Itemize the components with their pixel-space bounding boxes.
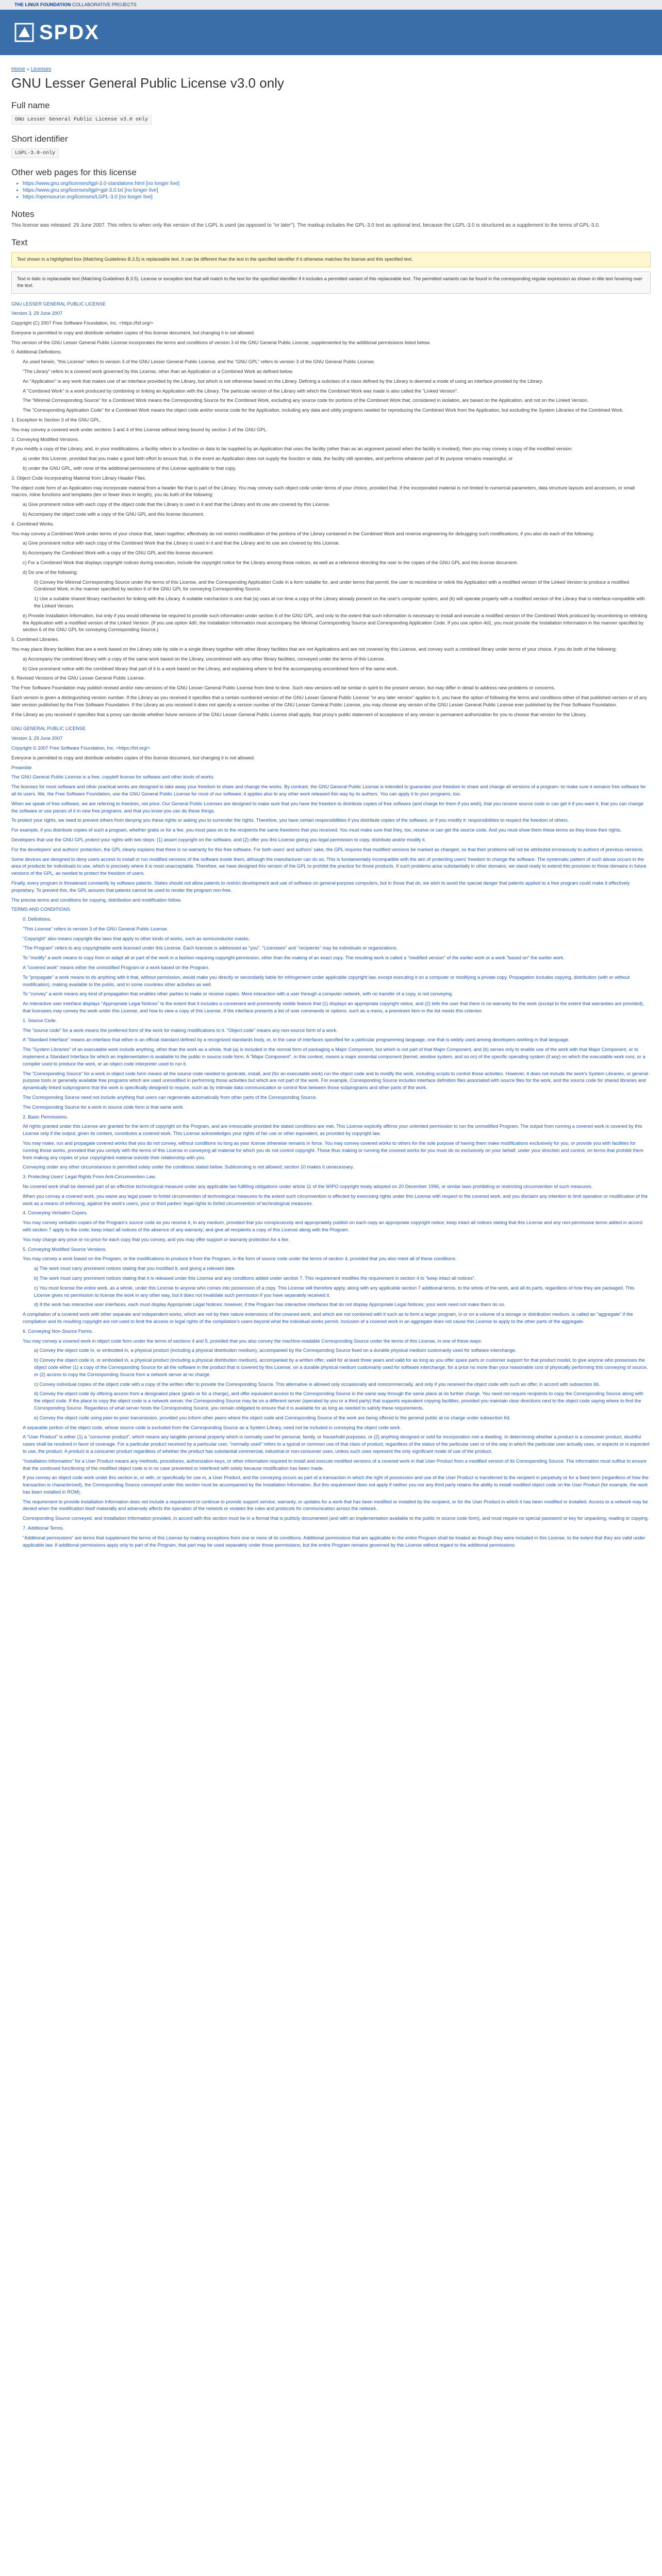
content <box>0 66 662 1549</box>
gpl-heading: GNU GENERAL PUBLIC LICENSE <box>11 726 86 732</box>
lgpl-s0-para: An "Application" is any work that makes use of an interface provided by the Library, but which is not otherwise based on the Library. Defining a subclass of a class defined by the Library is deemed a mode of using an interface provided by the Library. <box>23 378 543 384</box>
lgpl-heading: GNU LESSER GENERAL PUBLIC LICENSE <box>11 301 106 307</box>
gpl-s2-para: You may make, run and propagate covered works that you do not convey, without conditions so long as your license otherwise remains in force. You may convey covered works to others for the sole purpose of having them make modifications exclusively for you, or provide you with facilities for running those works, provided that you comply with the terms of this License in conveying all material for which you do not control copyright. Those thus making or running the covered works for you must do so exclusively on your behalf, under your direction and control, on terms that prohibit them from making any copies of your copyrighted material outside their relationship with you. <box>23 1141 644 1160</box>
text-heading: Text <box>11 238 28 247</box>
lgpl-version: Version 3, 29 June 2007 <box>11 311 63 316</box>
gpl-preamble-para: The precise terms and conditions for copying, distribution and modification follow. <box>11 897 181 903</box>
lgpl-s6-para: If the Library as you received it specifies that a proxy can decide whether future versions of the GNU Lesser General Public License shall apply, that proxy's public statement of acceptance of any version is permanent authorization for you to choose that version for the Library. <box>11 711 587 717</box>
notes-text: This license was released: 29 June 2007. This refers to when only this version of the LGPL is used (as opposed to "or later"). The markup includes the GPL-3.0 text as optional text, because the LGPL-3.0 is structured as a supplement to the terms of GPL-3.0. <box>11 223 600 228</box>
gpl-s6-tail: The requirement to provide Installation Information does not include a requirement to continue to provide support service, warranty, or updates for a work that has been modified or installed by the recipient, or for the User Product in which it has been modified or installed. Access to a network may be denied when the modification itself materially and adversely affects the operation of the network or violates the rules and protocols for communication across the network. <box>23 1499 648 1512</box>
gpl-preamble-para: The GNU General Public License is a free, copyleft license for software and other kinds of works. <box>11 774 215 780</box>
lgpl-s2-item: a) under this License, provided that you make a good faith effort to ensure that, in the event an Application does not supply the function or data, the facility still operates, and performs whatever part of its purpose remains meaningful, or <box>23 456 513 462</box>
gpl-everyone: Everyone is permitted to copy and distribute verbatim copies of this license document, but changing it is not allowed. <box>11 755 255 760</box>
gpl-s5-item: c) You must license the entire work, as a whole, under this License to anyone who comes into possession of a copy. This License will therefore apply, along with any applicable section 7 additional terms, to the whole of the work, and all its parts, regardless of how they are packaged. This License gives no permission to license the work in any other way, but it does not invalidate such permission if you have separately received it. <box>34 1285 635 1298</box>
gpl-s5-para: You may convey a work based on the Program, or the modifications to produce it from the Program, in the form of source code under the terms of section 4, provided that you also meet all of these conditions: <box>23 1256 457 1262</box>
gpl-s2-heading: 2. Basic Permissions. <box>23 1114 68 1120</box>
gpl-s2-para: Conveying under any other circumstances is permitted solely under the conditions stated below. Sublicensing is not allowed; section 10 makes it unnecessary. <box>23 1164 354 1170</box>
gpl-text <box>11 725 651 1549</box>
gpl-s1-heading: 1. Source Code. <box>23 1018 57 1023</box>
lgpl-s4-para: You may convey a Combined Work under terms of your choice that, taken together, effectively do not restrict modification of the portions of the Library contained in the Combined Work and reverse engineering for debugging such modifications, if you also do each of the following: <box>11 531 594 536</box>
brand-header <box>0 10 662 55</box>
lgpl-s0-para: "The Library" refers to a covered work governed by this License, other than an Application or a Combined Work as defined below. <box>23 369 293 375</box>
breadcrumb-sep: » <box>26 66 30 72</box>
gpl-s1-para: The "Corresponding Source" for a work in object code form means all the source code needed to generate, install, and (for an executable work) run the object code and to modify the work, including scripts to control those activities. However, it does not include the work's System Libraries, or general-purpose tools or generally available free programs which are used unmodified in performing those activities but which are not part of the work. For example, Corresponding Source includes interface definition files associated with source files for the work, and the source code for shared libraries and dynamically linked subprograms that the work is specifically designed to require, such as by intimate data communication or control flow between those subprograms and other parts of the work. <box>23 1071 650 1091</box>
gpl-s4-para: You may charge any price or no price for each copy that you convey, and you may offer support or warranty protection for a fee. <box>23 1236 290 1242</box>
notes-heading: Notes <box>11 209 35 219</box>
lgpl-s0-para: The "Minimal Corresponding Source" for a Combined Work means the Corresponding Source for the Combined Work, excluding any source code for portions of the Combined Work that, considered in isolation, are based on the Application, and not on the Linked Version. <box>23 398 589 403</box>
lgpl-everyone: Everyone is permitted to copy and distribute verbatim copies of this license document, but changing it is not allowed. <box>11 330 255 335</box>
short-id-heading: Short identifier <box>11 134 68 144</box>
gpl-s0-para: A "covered work" means either the unmodified Program or a work based on the Program. <box>23 965 209 971</box>
gpl-s0-para: To "modify" a work means to copy from or adapt all or part of the work in a fashion requiring copyright permission, other than the making of an exact copy. The resulting work is called a "modified version" of the earlier work or a work "based on" the earlier work. <box>23 955 565 961</box>
gpl-s6-item: d) Convey the object code by offering access from a designated place (gratis or for a charge), and offer equivalent access to the Corresponding Source in the same way through the same place at no further charge. You need not require recipients to copy the Corresponding Source along with the object code. If the place to copy the object code is a network server, the Corresponding Source may be on a different server (operated by you or a third party) that supports equivalent copying facilities, provided you maintain clear directions next to the object code saying where to find the Corresponding Source. Regardless of what server hosts the Corresponding Source, you remain obligated to ensure that it is available for as long as needed to satisfy these requirements. <box>34 1391 643 1411</box>
lgpl-s6-para: Each version is given a distinguishing version number. If the Library as you received it specifies that a certain numbered version of the GNU Lesser General Public License "or any later version" applies to it, you have the option of following the terms and conditions either of that published version or of any later version published by the Free Software Foundation. If the Library as you received it does not specify a version number of the GNU Lesser General Public License, you may choose any version of the GNU Lesser General Public License ever published by the Free Software Foundation. <box>11 694 647 707</box>
gpl-s0-para: An interactive user interface displays "Appropriate Legal Notices" to the extent that it includes a convenient and prominently visible feature that (1) displays an appropriate copyright notice, and (2) tells the user that there is no warranty for the work (except to the extent that warranties are provided), that licensees may convey the work under this License, and how to view a copy of this License. If the interface presents a list of user commands or options, such as a menu, a prominent item in the list meets this criterion. <box>23 1001 644 1014</box>
gpl-s5-item: a) The work must carry prominent notices stating that you modified it, and giving a relevant date. <box>34 1266 236 1272</box>
lgpl-s3-item: b) Accompany the object code with a copy of the GNU GPL and this license document. <box>23 512 205 517</box>
lgpl-s5-heading: 5. Combined Libraries. <box>11 637 59 642</box>
gpl-s6-tail: Corresponding Source conveyed, and Installation Information provided, in accord with this section must be in a format that is publicly documented (and with an implementation available to the public in source code form), and must require no special password or key for unpacking, reading or copying. <box>23 1516 649 1521</box>
lgpl-s4-heading: 4. Combined Works. <box>11 521 55 527</box>
gpl-copyright: Copyright © 2007 Free Software Foundation, Inc. <https://fsf.org/> <box>11 745 151 751</box>
lgpl-s1-para: You may convey a covered work under sections 3 and 4 of this License without being bound by section 3 of the GNU GPL. <box>11 427 268 432</box>
lgpl-s0-heading: 0. Additional Definitions. <box>11 349 62 355</box>
lgpl-s4-item: a) Give prominent notice with each copy of the Combined Work that the Library is used in it and that the Library and its use are covered by this License. <box>23 540 340 546</box>
lgpl-s5-para: You may place library facilities that are a work based on the Library side by side in a single library together with other library facilities that are not Applications and are not covered by this License, and convey such a combined library under terms of your choice, if you do both of the following: <box>11 646 617 652</box>
lgpl-intro: This version of the GNU Lesser General Public License incorporates the terms and conditions of version 3 of the GNU General Public License, supplemented by the additional permissions listed below. <box>11 340 431 345</box>
gpl-preamble-para: For example, if you distribute copies of such a program, whether gratis or for a fee, you must pass on to the recipients the same freedoms that you received. You must make sure that they, too, receive or can get the source code. And you must show them these terms so they know their rights. <box>11 827 622 833</box>
gpl-preamble-para: To protect your rights, we need to prevent others from denying you these rights or asking you to surrender the rights. Therefore, you have certain responsibilities if you distribute copies of the software, or if you modify it: responsibilities to respect the freedom of others. <box>11 818 569 823</box>
gpl-s1-para: The Corresponding Source need not include anything that users can regenerate automatically from other parts of the Corresponding Source. <box>23 1095 317 1100</box>
org-name[interactable]: THE LINUX FOUNDATION <box>14 2 71 7</box>
gpl-s0-heading: 0. Definitions. <box>23 917 52 922</box>
gpl-version: Version 3, 29 June 2007 <box>11 736 63 741</box>
lgpl-s2-para: If you modify a copy of the Library, and, in your modifications, a facility refers to a function or data to be supplied by an Application that uses the facility (other than as an argument passed when the facility is invoked), then you may convey a copy of the modified version: <box>11 446 573 452</box>
gpl-s1-para: The "System Libraries" of an executable work include anything, other than the work as a whole, that (a) is included in the normal form of packaging a Major Component, but which is not part of that Major Component, and (b) serves only to enable use of the work with that Major Component, or to implement a Standard Interface for which an implementation is available to the public in source code form. A "Major Component", in this context, means a major essential component (kernel, window system, and so on) of the specific operating system (if any) on which the executable work runs, or a compiler used to produce the work, or an object code interpreter used to run it. <box>23 1047 646 1066</box>
gpl-s1-para: The "source code" for a work means the preferred form of the work for making modifications to it. "Object code" means any non-source form of a work. <box>23 1027 338 1033</box>
brand-name: SPDX <box>39 21 100 44</box>
gpl-s4-para: You may convey verbatim copies of the Program's source code as you receive it, in any medium, provided that you conspicuously and appropriately publish on each copy an appropriate copyright notice; keep intact all notices stating that this License and any non-permissive terms added in accord with section 7 apply to the code; keep intact all notices of the absence of any warranty; and give all recipients a copy of this License along with the Program. <box>23 1220 643 1232</box>
lgpl-s0-para: As used herein, "this License" refers to version 3 of the GNU Lesser General Public License, and the "GNU GPL" refers to version 3 of the GNU General Public License. <box>23 359 375 365</box>
gpl-preamble-para: Some devices are designed to deny users access to install or run modified versions of the software inside them, although the manufacturer can do so. This is fundamentally incompatible with the aim of protecting users' freedom to change the software. The systematic pattern of such abuse occurs in the area of products for individuals to use, which is precisely where it is most unacceptable. Therefore, we have designed this version of the GPL to prohibit the practice for those products. If such problems arise substantially in other domains, we stand ready to extend this provision to those domains in future versions of the GPL, as needed to protect the freedom of users. <box>11 856 647 876</box>
gpl-s0-para: To "convey" a work means any kind of propagation that enables other parties to make or receive copies. Mere interaction with a user through a computer network, with no transfer of a copy, is not conveying. <box>23 991 453 997</box>
page-title: GNU Lesser General Public License v3.0 only <box>11 75 284 91</box>
gpl-s6-item: c) Convey individual copies of the object code with a copy of the written offer to provide the Corresponding Source. This alternative is allowed only occasionally and noncommercially, and only if you received the object code with such an offer, in accord with subsection 6b. <box>34 1381 600 1387</box>
lgpl-s5-item: b) Give prominent notice with the combined library that part of it is a work based on the Library, and explaining where to find the accompanying uncombined form of the same work. <box>23 666 398 671</box>
other-page-link[interactable]: • https://www.gnu.org/licenses/lgpl+gpl-3.0.txt [no longer live] <box>23 188 651 193</box>
gpl-s5-tail: A compilation of a covered work with other separate and independent works, which are not by their nature extensions of the covered work, and which are not combined with it such as to form a larger program, in or on a volume of a storage or distribution medium, is called an "aggregate" if the compilation and its resulting copyright are not used to limit the access or legal rights of the compilation's users beyond what the individual works permit. Inclusion of a covered work in an aggregate does not cause this License to apply to the other parts of the aggregate. <box>23 1312 633 1324</box>
gpl-s1-para: A "Standard Interface" means an interface that either is an official standard defined by a recognized standards body, or, in the case of interfaces specified for a particular programming language, one that is widely used among developers working in that language. <box>23 1037 570 1043</box>
gpl-s6-tail: A separable portion of the object code, whose source code is excluded from the Corresponding Source as a System Library, need not be included in conveying the object code work. <box>23 1425 402 1430</box>
gpl-s6-para: You may convey a covered work in object code form under the terms of sections 4 and 5, provided that you also convey the machine-readable Corresponding Source under the terms of this License, in one of these ways: <box>23 1338 482 1344</box>
lgpl-s4-item: c) For a Combined Work that displays copyright notices during execution, include the copyright notice for the Library among these notices, as well as a reference directing the user to the copies of the GNU GPL and this license document. <box>23 560 518 566</box>
gpl-s0-para: To "propagate" a work means to do anything with it that, without permission, would make you directly or secondarily liable for infringement under applicable copyright law, except executing it on a computer or modifying a private copy. Propagation includes copying, distribution (with or without modification), making available to the public, and in some countries other activities as well. <box>23 974 630 987</box>
lgpl-s4-item: d) Do one of the following: <box>23 569 78 575</box>
gpl-preamble-para: When we speak of free software, we are referring to freedom, not price. Our General Public Licenses are designed to make sure that you have the freedom to distribute copies of free software (and charge for them if you wish), that you receive source code or can get it if you want it, that you can change the software or use pieces of it in new free programs, and that you know you can do these things. <box>11 801 644 814</box>
gpl-s1-para: The Corresponding Source for a work in source code form is that same work. <box>23 1104 185 1110</box>
other-pages-list <box>11 181 651 200</box>
lgpl-s0-para: A "Combined Work" is a work produced by combining or linking an Application with the Library. The particular version of the Library with which the Combined Work was made is also called the "Linked Version". <box>23 388 458 394</box>
lgpl-s6-heading: 6. Revised Versions of the GNU Lesser General Public License. <box>11 675 145 681</box>
other-page-link[interactable]: • https://www.gnu.org/licenses/lgpl-3.0-standalone.html [no longer live] <box>23 181 651 187</box>
lgpl-s6-para: The Free Software Foundation may publish revised and/or new versions of the GNU Lesser General Public License from time to time. Such new versions will be similar in spirit to the present version, but may differ in detail to address new problems or concerns. <box>11 685 555 691</box>
italic-text-callout: Text in italic is replaceable text (Matching Guidelines B.3.5). License or exception text that will match to the text for the specified identifier if it includes a permitted variant of this replaceable text. The permitted variants can be found in the corresponding regular expression as shown in title text hovering over the text. <box>11 272 651 294</box>
lgpl-copyright: Copyright (C) 2007 Free Software Foundation, Inc. <https://fsf.org/> <box>11 320 154 326</box>
gpl-s6-item: e) Convey the object code using peer-to-peer transmission, provided you inform other peers where the object code and Corresponding Source of the work are being offered to the general public at no charge under subsection 6d. <box>34 1415 511 1420</box>
lgpl-s4-e-item: e) Provide Installation Information, but only if you would otherwise be required to provide such information under section 6 of the GNU GPL, and only to the extent that such information is necessary to install and execute a modified version of the Combined Work produced by recombining or relinking the Application with a modified version of the Linked Version. (If you use option 4d0, the Installation Information must accompany the Minimal Corresponding Source and Corresponding Application Code. If you use option 4d1, you must provide the Installation Information in the manner specified by section 6 of the GNU GPL for conveying Corresponding Source.) <box>23 613 648 633</box>
spdx-logo[interactable] <box>14 21 100 44</box>
gpl-s6-heading: 6. Conveying Non-Source Forms. <box>23 1328 93 1334</box>
lgpl-s4-item: b) Accompany the Combined Work with a copy of the GNU GPL and this license document. <box>23 550 214 556</box>
gpl-s0-para: "Copyright" also means copyright-like laws that apply to other kinds of works, such as semiconductor masks. <box>23 936 250 941</box>
gpl-s6-tail: If you convey an object code work under this section in, or with, or specifically for use in, a User Product, and the conveying occurs as part of a transaction in which the right of possession and use of the User Product is transferred to the recipient in perpetuity or for a fixed term (regardless of how the transaction is characterized), the Corresponding Source conveyed under this section must be accompanied by the Installation Information. But this requirement does not apply if neither you nor any third party retains the ability to install modified object code on the User Product (for example, the work has been installed in ROM). <box>23 1475 649 1495</box>
gpl-s5-item: d) If the work has interactive user interfaces, each must display Appropriate Legal Notices; however, if the Program has interactive interfaces that do not display Appropriate Legal Notices, your work need not make them do so. <box>34 1302 506 1308</box>
breadcrumb-licenses[interactable]: Licenses <box>30 66 52 72</box>
lgpl-s4-d-item: 1) Use a suitable shared library mechanism for linking with the Library. A suitable mechanism is one that (a) uses at run time a copy of the Library already present on the user's computer system, and (b) will operate properly with a modified version of the Library that is interface-compatible with the Linked Version. <box>34 596 645 608</box>
breadcrumb-home[interactable]: Home <box>11 66 25 72</box>
gpl-s6-item: b) Convey the object code in, or embodied in, a physical product (including a physical distribution medium), accompanied by a written offer, valid for at least three years and valid for as long as you offer spare parts or customer support for that product model, to give anyone who possesses the object code either (1) a copy of the Corresponding Source for all the software in the product that is covered by this License, on a durable physical medium customarily used for software interchange, for a price no more than your reasonable cost of physically performing this conveying of source, or (2) access to copy the Corresponding Source from a network server at no charge. <box>34 1358 648 1377</box>
other-pages-heading: Other web pages for this license <box>11 167 137 177</box>
gpl-s6-item: a) Convey the object code in, or embodied in, a physical product (including a physical distribution medium), accompanied by the Corresponding Source fixed on a durable physical medium customarily used for software interchange. <box>34 1348 517 1353</box>
lgpl-s5-item: a) Accompany the combined library with a copy of the same work based on the Library, uncombined with any other library facilities, conveyed under the terms of this License. <box>23 656 386 662</box>
lgpl-s4-d-item: 0) Convey the Minimal Corresponding Source under the terms of this License, and the Corresponding Application Code in a form suitable for, and under terms that permit, the user to recombine or relink the Application with a modified version of the Linked Version to produce a modified Combined Work, in the manner specified by section 6 of the GNU GPL for conveying Corresponding Source. <box>34 579 630 592</box>
lgpl-s2-item: b) under the GNU GPL, with none of the additional permissions of this License applicable to that copy. <box>23 466 237 471</box>
gpl-s3-para: No covered work shall be deemed part of an effective technological measure under any applicable law fulfilling obligations under article 11 of the WIPO copyright treaty adopted on 20 December 1996, or similar laws prohibiting or restricting circumvention of such measures. <box>23 1184 593 1189</box>
short-id-value: LGPL-3.0-only <box>11 148 59 158</box>
full-name-heading: Full name <box>11 100 50 110</box>
breadcrumb <box>11 66 651 72</box>
other-page-link[interactable]: • https://opensource.org/licenses/LGPL-3.0 [no longer live] <box>23 194 651 200</box>
gpl-s4-heading: 4. Conveying Verbatim Copies. <box>23 1210 88 1216</box>
full-name-value: GNU Lesser General Public License v3.0 only <box>11 115 152 125</box>
lgpl-s3-para: The object code form of an Application may incorporate material from a header file that is part of the Library. You may convey such object code under terms of your choice, provided that, if the incorporated material is not limited to numerical parameters, data structure layouts and accessors, or small macros, inline functions and templates (ten or fewer lines in length), you do both of the following: <box>11 485 635 498</box>
lgpl-s0-para: The "Corresponding Application Code" for a Combined Work means the object code and/or source code for the Application, including any data and utility programs needed for reproducing the Combined Work from the Application, but excluding the System Libraries of the Combined Work. <box>23 408 624 413</box>
gpl-s0-para: "This License" refers to version 3 of the GNU General Public License. <box>23 926 169 931</box>
lgpl-s3-heading: 3. Object Code Incorporating Material from Library Header Files. <box>11 475 146 481</box>
gpl-terms-heading: TERMS AND CONDITIONS <box>11 907 70 912</box>
gpl-preamble-para: Developers that use the GNU GPL protect your rights with two steps: (1) assert copyright on the software, and (2) offer you this License giving you legal permission to copy, distribute and/or modify it. <box>11 837 426 842</box>
gpl-s7-para: "Additional permissions" are terms that supplement the terms of this License by making exceptions from one or more of its conditions. Additional permissions that are applicable to the entire Program shall be treated as though they were included in this License, to the extent that they are valid under applicable law. If additional permissions apply only to part of the Program, that part may be used separately under those permissions, but the entire Program remains governed by this License without regard to the additional permissions. <box>23 1535 646 1548</box>
gpl-s6-tail: A "User Product" is either (1) a "consumer product", which means any tangible personal property which is normally used for personal, family, or household purposes, or (2) anything designed or sold for incorporation into a dwelling. In determining whether a product is a consumer product, doubtful cases shall be resolved in favor of coverage. For a particular product received by a particular user, "normally used" refers to a typical or common use of that class of product, regardless of the status of the particular user or of the way in which the particular user actually uses, or expects or is expected to use, the product. A product is a consumer product regardless of whether the product has substantial commercial, industrial or non-consumer uses, unless such uses represent the only significant mode of use of the product. <box>23 1434 650 1454</box>
lgpl-s2-heading: 2. Conveying Modified Versions. <box>11 436 79 442</box>
gpl-s5-item: b) The work must carry prominent notices stating that it is released under this License and any conditions added under section 7. This requirement modifies the requirement in section 4 to "keep intact all notices". <box>34 1275 476 1281</box>
projects-label[interactable]: COLLABORATIVE PROJECTS <box>72 2 137 7</box>
gpl-s5-heading: 5. Conveying Modified Source Versions. <box>23 1246 107 1252</box>
gpl-preamble-para: The licenses for most software and other practical works are designed to take away your freedom to share and change the works. By contrast, the GNU General Public License is intended to guarantee your freedom to share and change all versions of a program--to make sure it remains free software for all its users. We, the Free Software Foundation, use the GNU General Public License for most of our software; it applies also to any other work released this way by its authors. You can apply it to your programs, too. <box>11 784 646 796</box>
lgpl-text <box>11 301 651 719</box>
gpl-preamble-para: For the developers' and authors' protection, the GPL clearly explains that there is no warranty for this free software. For both users' and authors' sake, the GPL requires that modified versions be marked as changed, so that their problems will not be attributed erroneously to authors of previous versions. <box>11 846 644 852</box>
gpl-s3-para: When you convey a covered work, you waive any legal power to forbid circumvention of technological measures to the extent such circumvention is effected by exercising rights under this License with respect to the covered work, and you disclaim any intention to limit operation or modification of the work as a means of enforcing, against the work's users, your or third parties' legal rights to forbid circumvention of technological measures. <box>23 1193 648 1206</box>
gpl-s3-heading: 3. Protecting Users' Legal Rights From Anti-Circumvention Law. <box>23 1174 156 1180</box>
lgpl-s3-item: a) Give prominent notice with each copy of the object code that the Library is used in it and that the Library and its use are covered by this License. <box>23 502 330 507</box>
spdx-logo-icon <box>14 23 34 42</box>
gpl-s6-tail: "Installation Information" for a User Product means any methods, procedures, authorization keys, or other information required to install and execute modified versions of a covered work in that User Product from a modified version of its Corresponding Source. The information must suffice to ensure that the continued functioning of the modified object code is in no case prevented or interfered with solely because modification has been made. <box>23 1458 647 1471</box>
gpl-preamble-heading: Preamble <box>11 765 32 770</box>
gpl-s7-heading: 7. Additional Terms. <box>23 1526 64 1531</box>
linux-foundation-topbar <box>0 0 662 10</box>
lgpl-s1-heading: 1. Exception to Section 3 of the GNU GPL. <box>11 417 101 423</box>
gpl-preamble-para: Finally, every program is threatened constantly by software patents. States should not allow patents to restrict development and use of software on general-purpose computers, but in those that do, we wish to avoid the special danger that patents applied to a free program could make it effectively proprietary. To prevent this, the GPL assures that patents cannot be used to render the program non-free. <box>11 880 630 893</box>
gpl-s0-para: "The Program" refers to any copyrightable work licensed under this License. Each licensee is addressed as "you". "Licensees" and "recipients" may be individuals or organizations. <box>23 945 398 951</box>
replaceable-text-callout: Text shown in a highlighted box (Matching Guidelines B.3.5) is replaceable text. It can be different than the text in the specified identifier if it otherwise matches the license and this specified text. <box>11 252 651 267</box>
gpl-s2-para: All rights granted under this License are granted for the term of copyright on the Program, and are irrevocable provided the stated conditions are met. This License explicitly affirms your unlimited permission to run the unmodified Program. The output from running a covered work is covered by this License only if the output, given its content, constitutes a covered work. This License acknowledges your rights of fair use or other equivalent, as provided by copyright law. <box>23 1124 642 1137</box>
